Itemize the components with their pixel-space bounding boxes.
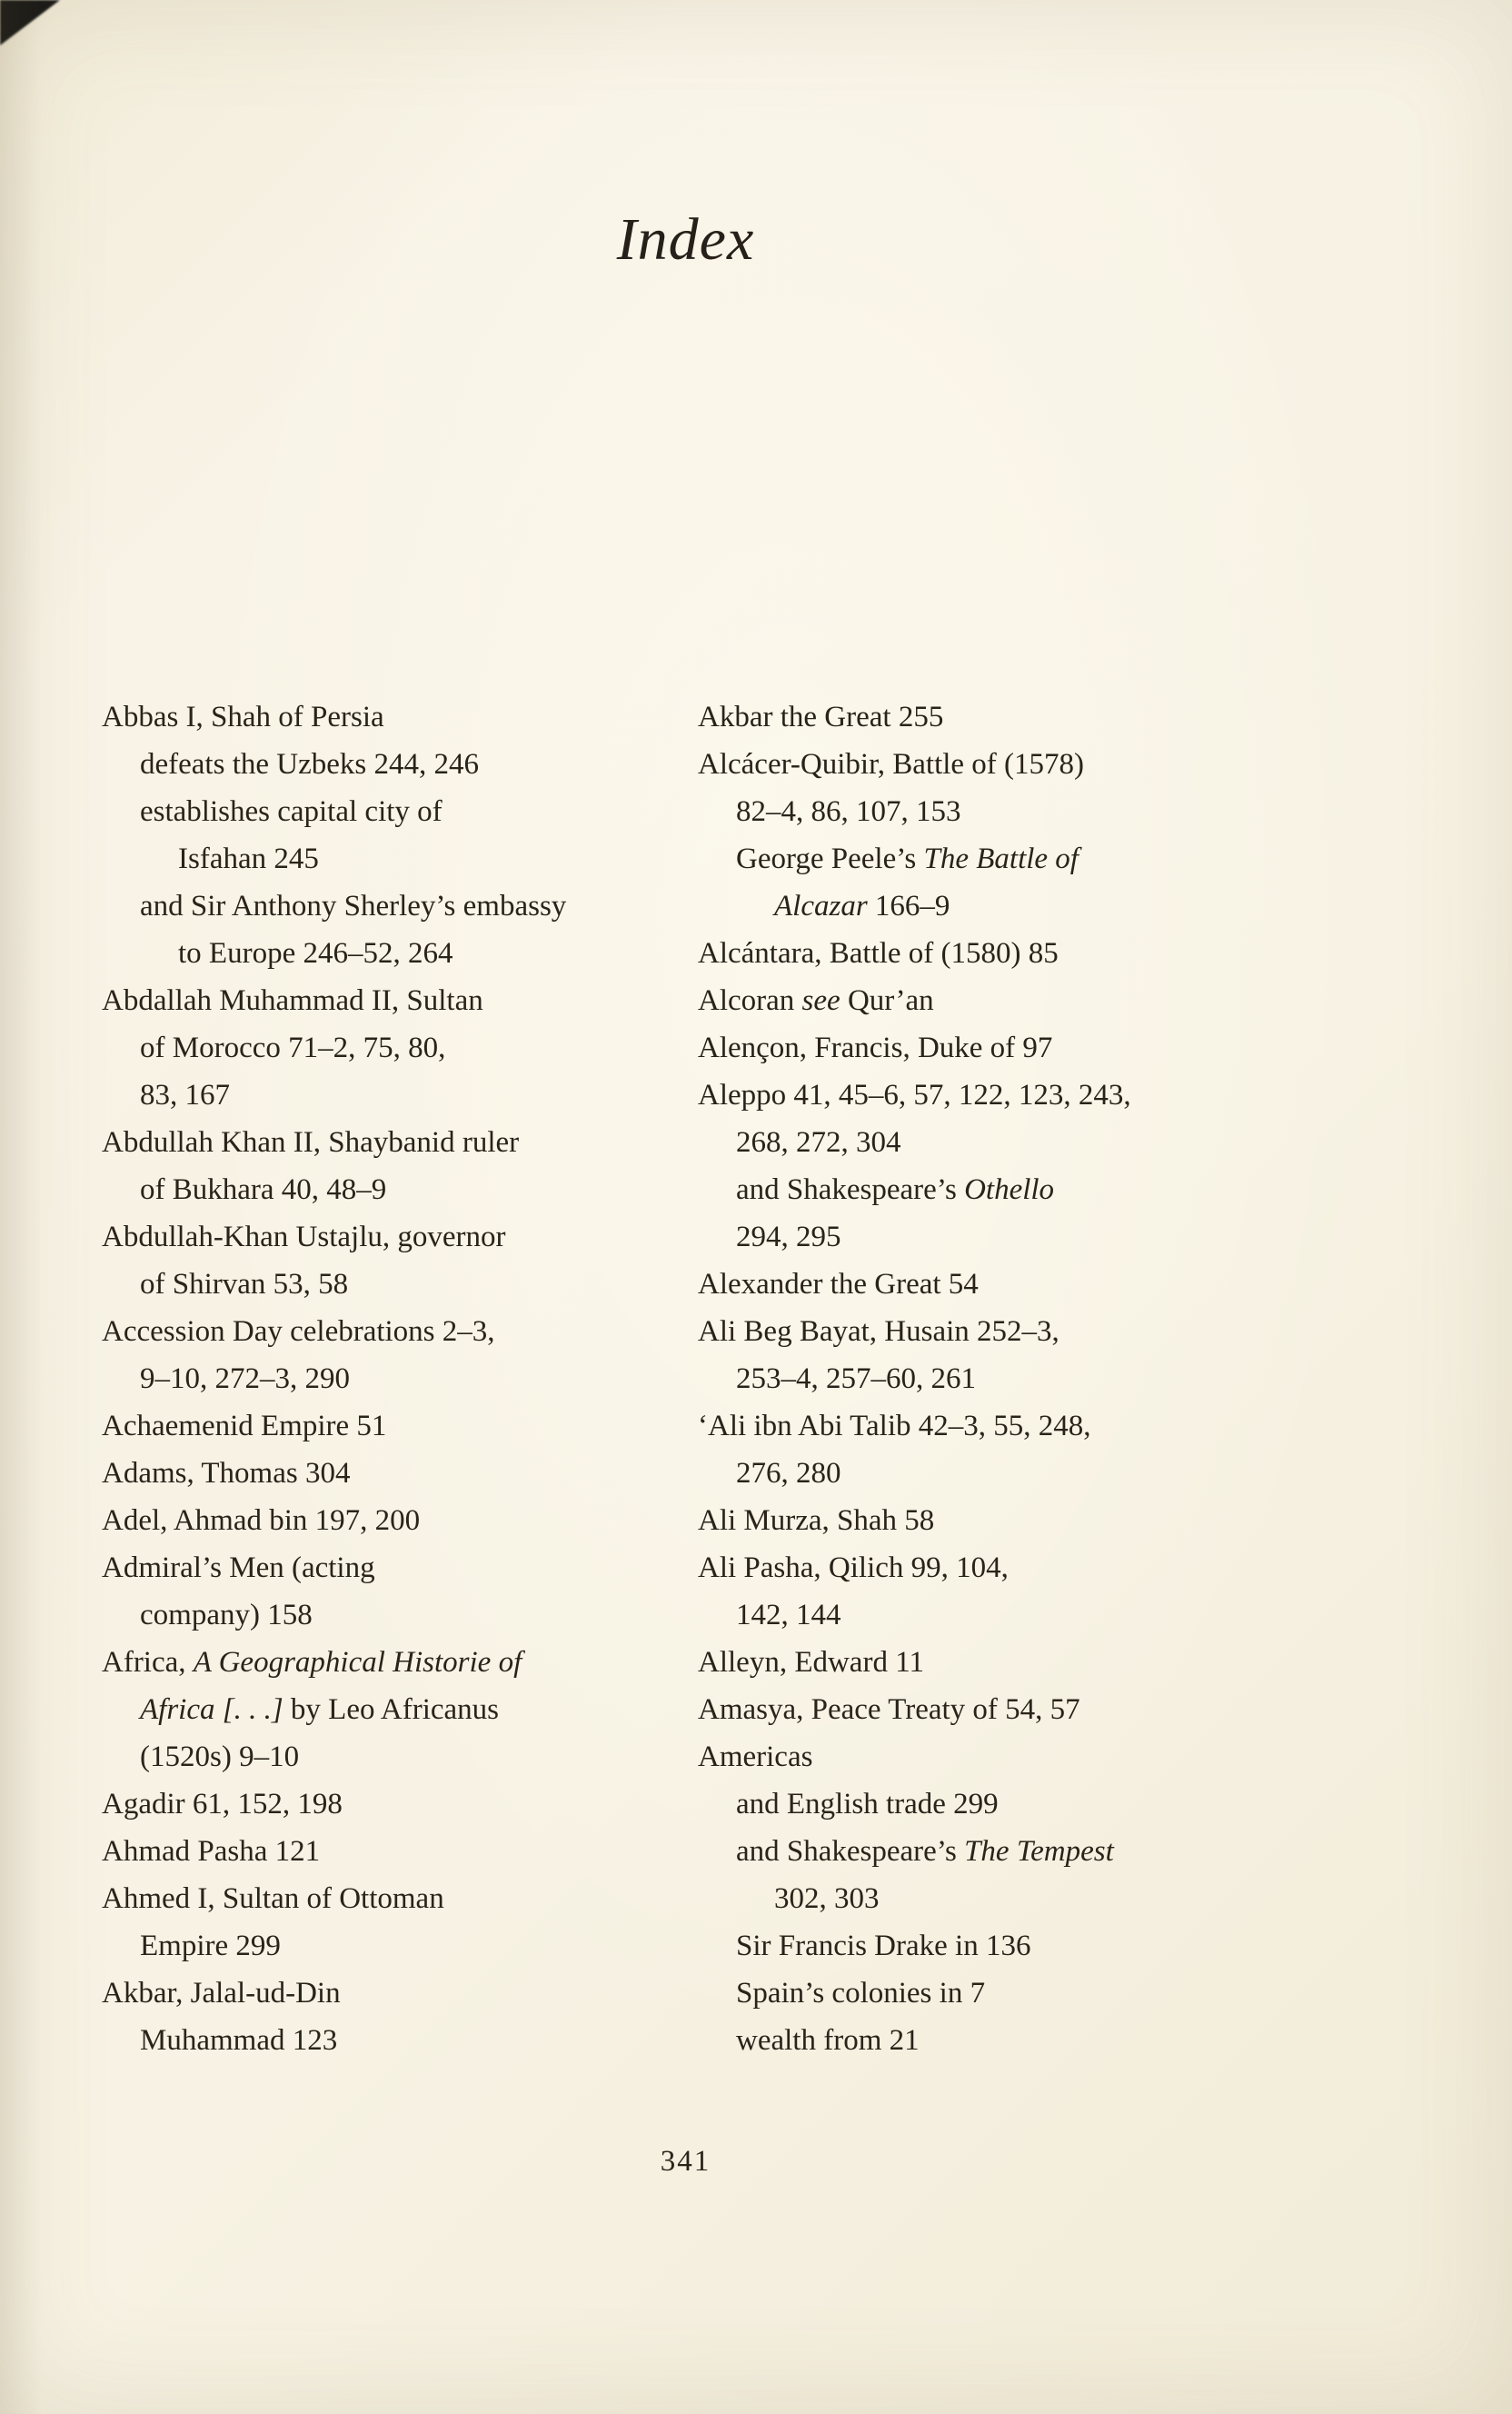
index-line-segment: Abbas I, Shah of Persia — [102, 701, 384, 733]
index-line — [698, 1119, 1283, 1166]
index-line-segment: Spain’s colonies in 7 — [736, 1977, 986, 2010]
index-line — [698, 835, 1283, 883]
index-line-segment: Aleppo 41, 45–6, 57, 122, 123, 243, — [698, 1079, 1131, 1112]
index-line — [102, 1875, 647, 1922]
index-line — [698, 1355, 1283, 1402]
index-line-segment: 302, 303 — [774, 1882, 880, 1915]
index-line — [698, 1686, 1283, 1733]
index-line — [102, 2017, 647, 2064]
index-line — [102, 1828, 647, 1875]
index-line — [102, 1213, 647, 1261]
index-line — [102, 1402, 647, 1450]
index-line-segment: of Morocco 71–2, 75, 80, — [140, 1032, 446, 1064]
index-line — [698, 1781, 1283, 1828]
index-line — [102, 1261, 647, 1308]
index-column-left — [102, 693, 647, 2064]
index-line-segment: Ali Beg Bayat, Husain 252–3, — [698, 1315, 1059, 1348]
index-line — [102, 1072, 647, 1119]
index-line-segment: Alexander the Great 54 — [698, 1268, 979, 1301]
index-line-segment: Isfahan 245 — [178, 843, 319, 875]
index-line-segment: Alcántara, Battle of (1580) 85 — [698, 937, 1059, 970]
index-column-right — [698, 693, 1283, 2064]
index-line — [698, 1166, 1283, 1213]
index-line-segment: George Peele’s — [736, 843, 924, 875]
index-line-segment: Ahmed I, Sultan of Ottoman — [102, 1882, 444, 1915]
index-line-segment: 294, 295 — [736, 1221, 841, 1253]
index-line — [102, 1119, 647, 1166]
page-number: 341 — [660, 2145, 711, 2178]
index-line-segment: Qur’an — [840, 984, 934, 1017]
index-line-segment: Alençon, Francis, Duke of 97 — [698, 1032, 1053, 1064]
index-line — [102, 1355, 647, 1402]
index-line-segment-italic: The Tempest — [964, 1835, 1114, 1868]
index-line — [698, 693, 1283, 741]
index-line-segment: and Sir Anthony Sherley’s embassy — [140, 890, 567, 923]
index-line — [698, 788, 1283, 835]
index-line — [698, 1970, 1283, 2017]
index-title: Index — [616, 206, 755, 274]
index-line — [102, 788, 647, 835]
index-line-segment: to Europe 246–52, 264 — [178, 937, 453, 970]
index-line-segment: Achaemenid Empire 51 — [102, 1410, 387, 1442]
index-line-segment: Empire 299 — [140, 1930, 281, 1962]
index-line-segment: Akbar, Jalal-ud-Din — [102, 1977, 341, 2010]
index-line — [698, 1733, 1283, 1781]
index-line-segment: of Shirvan 53, 58 — [140, 1268, 349, 1301]
index-line-segment-italic: The Battle of — [923, 843, 1079, 875]
index-line-segment: Abdallah Muhammad II, Sultan — [102, 984, 483, 1017]
index-line-segment: ‘Ali ibn Abi Talib 42–3, 55, 248, — [698, 1410, 1091, 1442]
index-line — [698, 883, 1283, 930]
index-line — [102, 1781, 647, 1828]
index-line — [698, 1922, 1283, 1970]
index-line — [698, 1639, 1283, 1686]
index-line-segment: Alleyn, Edward 11 — [698, 1646, 924, 1679]
index-line-segment: defeats the Uzbeks 244, 246 — [140, 748, 479, 781]
index-line-segment: Admiral’s Men (acting — [102, 1551, 375, 1584]
index-line-segment: 166–9 — [867, 890, 950, 923]
index-line-segment: Ahmad Pasha 121 — [102, 1835, 321, 1868]
index-line-segment: Abdullah Khan II, Shaybanid ruler — [102, 1126, 520, 1159]
index-line — [698, 1875, 1283, 1922]
index-line — [102, 1166, 647, 1213]
index-line-segment: Accession Day celebrations 2–3, — [102, 1315, 495, 1348]
index-line — [102, 693, 647, 741]
index-line-segment: Akbar the Great 255 — [698, 701, 944, 733]
page-edge-shading — [0, 0, 42, 2414]
index-line-segment: Adams, Thomas 304 — [102, 1457, 351, 1490]
index-line-segment: Sir Francis Drake in 136 — [736, 1930, 1031, 1962]
index-line-segment: Abdullah-Khan Ustajlu, governor — [102, 1221, 506, 1253]
index-line — [698, 1497, 1283, 1544]
index-line — [698, 1591, 1283, 1639]
index-line-segment: wealth from 21 — [736, 2024, 920, 2057]
index-line-segment-italic: Africa [. . .] — [140, 1693, 284, 1726]
index-line-segment: establishes capital city of — [140, 795, 443, 828]
index-line-segment: and Shakespeare’s — [736, 1835, 965, 1868]
index-line-segment-italic: Othello — [964, 1173, 1055, 1206]
index-line — [102, 1308, 647, 1355]
index-line-segment: 9–10, 272–3, 290 — [140, 1362, 350, 1395]
index-line — [698, 1308, 1283, 1355]
index-line-segment-italic: see — [801, 984, 841, 1017]
index-line-segment: and Shakespeare’s — [736, 1173, 965, 1206]
index-line — [698, 1544, 1283, 1591]
index-line — [102, 1591, 647, 1639]
index-line — [102, 1544, 647, 1591]
index-line — [698, 1261, 1283, 1308]
index-line-segment: Muhammad 123 — [140, 2024, 338, 2057]
index-line — [102, 1024, 647, 1072]
index-line-segment: 276, 280 — [736, 1457, 841, 1490]
index-line — [698, 1402, 1283, 1450]
index-line — [698, 1828, 1283, 1875]
index-line — [698, 1213, 1283, 1261]
index-line-segment: 268, 272, 304 — [736, 1126, 901, 1159]
index-line — [698, 2017, 1283, 2064]
index-line-segment-italic: Alcazar — [774, 890, 868, 923]
index-line — [102, 930, 647, 977]
index-line-segment: Amasya, Peace Treaty of 54, 57 — [698, 1693, 1080, 1726]
index-line-segment: Ali Pasha, Qilich 99, 104, — [698, 1551, 1009, 1584]
index-line — [102, 1686, 647, 1733]
index-line — [698, 741, 1283, 788]
index-line-segment: Africa, — [102, 1646, 194, 1679]
index-line — [698, 977, 1283, 1024]
index-line — [102, 1922, 647, 1970]
index-line — [698, 1072, 1283, 1119]
index-line-segment: of Bukhara 40, 48–9 — [140, 1173, 387, 1206]
index-line-segment: 82–4, 86, 107, 153 — [736, 795, 961, 828]
index-line — [698, 930, 1283, 977]
index-line-segment: 83, 167 — [140, 1079, 230, 1112]
index-line-segment: (1520s) 9–10 — [140, 1741, 300, 1773]
index-line-segment: 142, 144 — [736, 1599, 841, 1631]
index-line-segment: Alcácer-Quibir, Battle of (1578) — [698, 748, 1085, 781]
index-line-segment: company) 158 — [140, 1599, 313, 1631]
index-line-segment: and English trade 299 — [736, 1788, 999, 1820]
index-line — [698, 1024, 1283, 1072]
index-line-segment: 253–4, 257–60, 261 — [736, 1362, 976, 1395]
index-line — [102, 883, 647, 930]
index-line — [102, 977, 647, 1024]
index-line — [102, 1639, 647, 1686]
index-line-segment-italic: A Geographical Historie of — [193, 1646, 522, 1679]
index-line — [102, 835, 647, 883]
index-line-segment: Adel, Ahmad bin 197, 200 — [102, 1504, 421, 1537]
index-line-segment: Agadir 61, 152, 198 — [102, 1788, 343, 1820]
index-line — [102, 1970, 647, 2017]
index-line — [698, 1450, 1283, 1497]
index-line — [102, 1450, 647, 1497]
index-line-segment: Americas — [698, 1741, 813, 1773]
index-line — [102, 1733, 647, 1781]
index-line-segment: Alcoran — [698, 984, 802, 1017]
index-line — [102, 1497, 647, 1544]
index-line-segment: Ali Murza, Shah 58 — [698, 1504, 935, 1537]
index-columns — [102, 693, 1283, 2064]
index-line-segment: by Leo Africanus — [283, 1693, 500, 1726]
index-line — [102, 741, 647, 788]
